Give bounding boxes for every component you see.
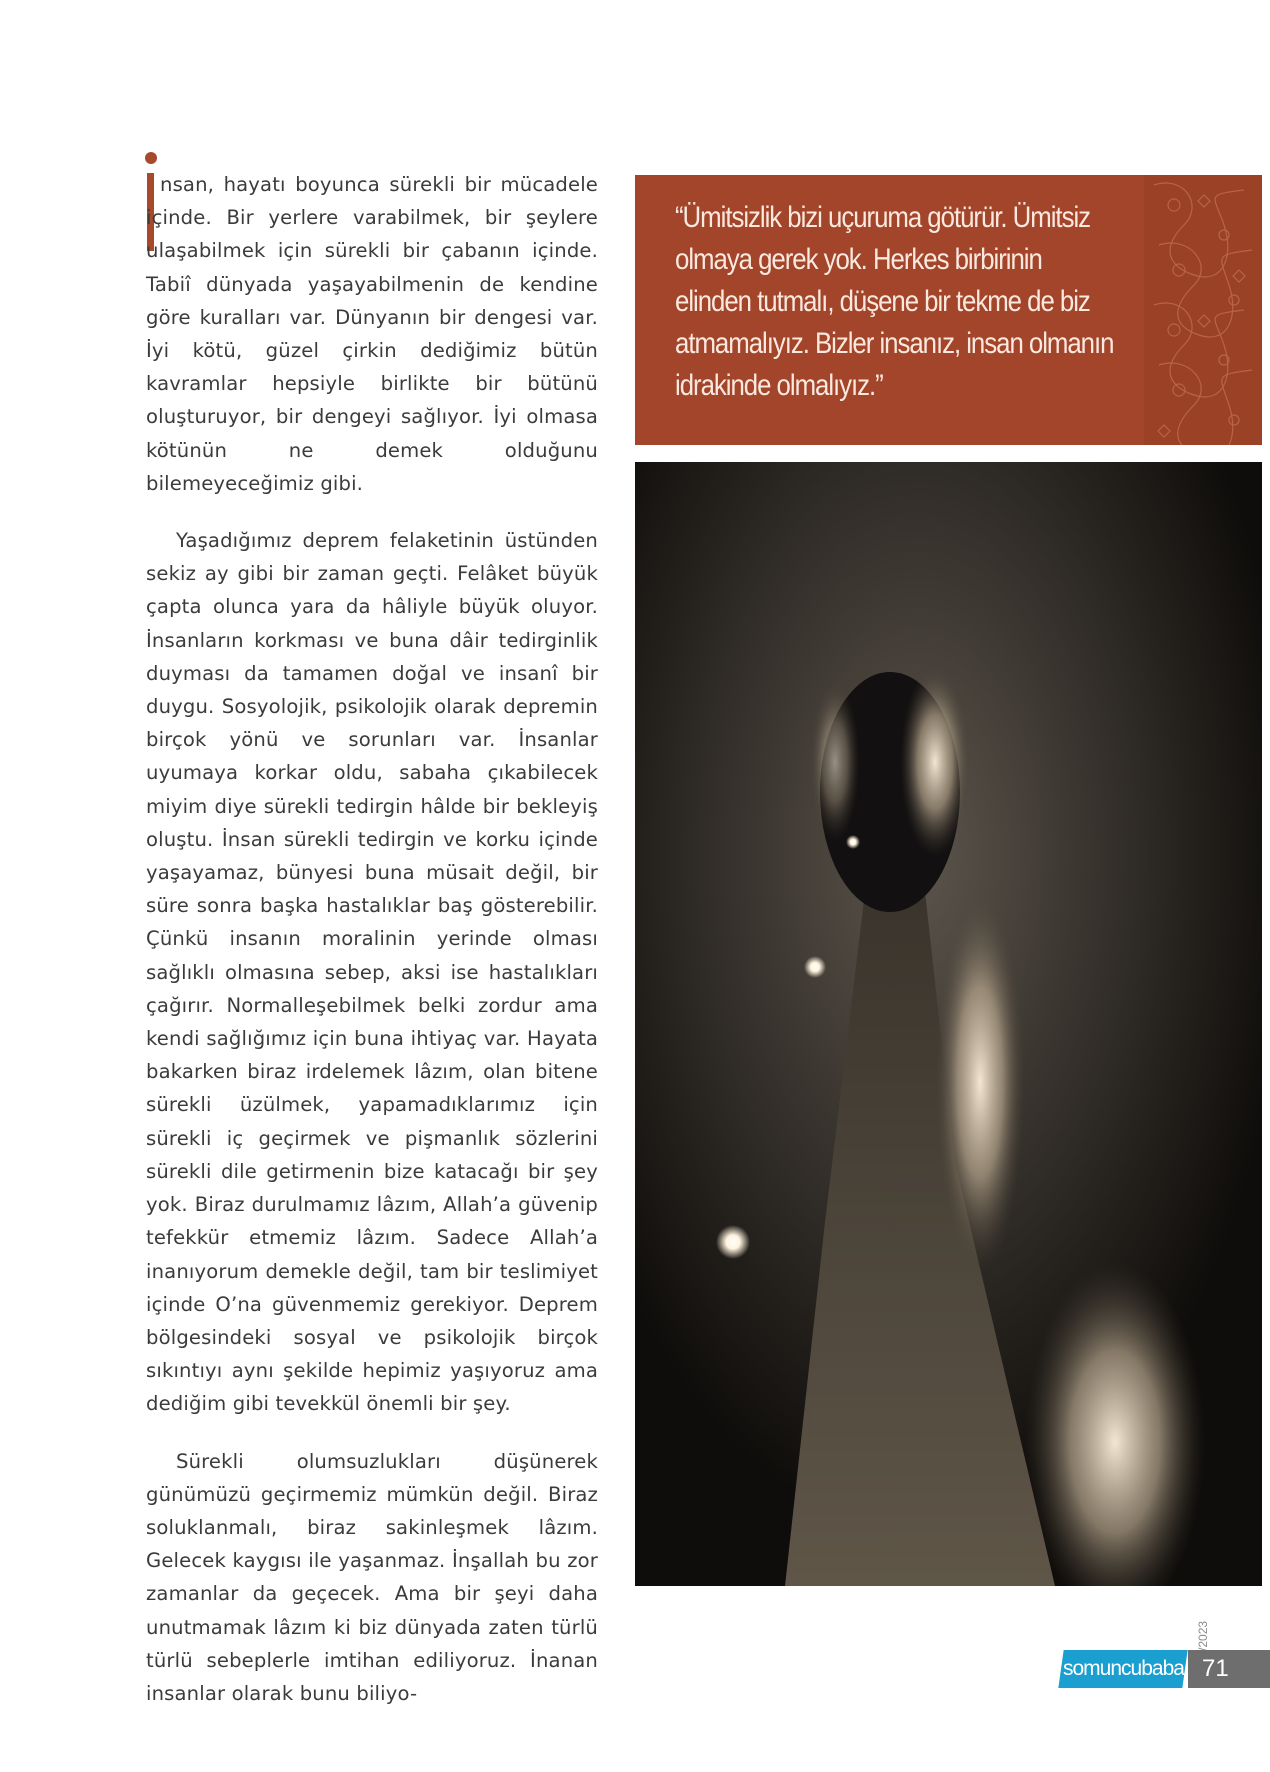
wall-light-right-mid: [935, 892, 1025, 1272]
lamp-icon: [846, 835, 860, 849]
wall-light-right-far: [900, 667, 970, 857]
ornament-pattern-icon: [1144, 175, 1262, 445]
paragraph-1: nsan, hayatı boyunca sürekli bir mücadele içinde. Bir yerlere varabilmek, bir şeylere ulaşabilmek için sürekli bir çabanın içinde. Tabiî dünyada yaşayabilmenin de kendine göre kuralları var. Dünyanın bir dengesi var. İyi kötü, güzel çirkin dediğimiz bütün kavramlar hepsiyle birlikte bir bütünü oluşturuyor, bir dengeyi sağlıyor. İyi olmasa kötünün ne demek olduğunu bilemeyeceğimiz gibi.: [146, 173, 598, 495]
paragraph-2: Yaşadığımız deprem felaketinin üstünden sekiz ay gibi bir zaman geçti. Felâket büyük çapta olunca yara da hâliyle büyük oluyor. İnsanların korkması ve buna dâir tedirginlik duyması da tamamen doğal ve insanî bir duygu. Sosyolojik, psikolojik olarak depremin birçok yönü ve sorunları var. İnsanlar uyumaya korkar oldu, sabaha çıkabilecek miyim diye sürekli tedirgin hâlde bir bekleyiş oluştu. İnsan sürekli tedirgin ve korku içinde yaşayamaz, bünyesi buna müsait değil, bir süre sonra başka hastalıklar baş gösterebilir. Çünkü insanın moralinin yerinde olması sağlıklı olmasına sebep, aksi ise hastalıkları çağırır. Normalleşebilmek belki zordur ama kendi sağlığımız için buna ihtiyaç var. Hayata bakarken biraz irdelemek lâzım, olan bitene sürekli üzülmek, yapamadıklarımız için sürekli iç geçirmek ve pişmanlık sözlerini sürekli dile getirmenin bize katacağı bir şey yok. Biraz durulmamız lâzım, Allah’a güvenip tefekkür etmemiz lâzım. Sadece Allah’a inanıyorum demekle değil, tam bir teslimiyet içinde O’na güvenmemiz gerekiyor. Deprem bölgesindeki sosyal ve psikolojik birçok sıkıntıyı aynı şekilde hepimiz yaşıyoruz ama dediğim gibi tevekkül önemli bir şey.: [146, 529, 598, 1416]
quote-line: atmamalıyız. Bizler insanız, insan olmanın: [675, 327, 1114, 360]
magazine-brand: somuncubaba: [1058, 1650, 1187, 1688]
quote-line: olmaya gerek yok. Herkes birbirinin: [675, 243, 1042, 276]
quote-line: “Ümitsizlik bizi uçuruma götürür. Ümitsiz: [675, 201, 1091, 234]
article-body: [146, 168, 598, 1710]
pull-quote-text: [675, 197, 1122, 407]
dropcap-dot: [145, 152, 157, 164]
paragraph-3: Sürekli olumsuzlukları düşünerek günümüzü geçirmemiz mümkün değil. Biraz soluklanmalı, biraz sakinleşmek lâzım. Gelecek kaygısı ile yaşanmaz. İnşallah bu zor zamanlar da geçecek. Ama bir şeyi daha unutmamak lâzım ki biz dünyada zaten türlü türlü sebeplerle imtihan ediliyoruz. İnanan insanlar olarak bunu biliyo-: [146, 1449, 598, 1705]
lamp-icon: [804, 956, 826, 978]
page-number: 71: [1188, 1650, 1270, 1688]
quote-line: elinden tutmalı, düşene bir tekme de biz: [675, 285, 1090, 318]
lamp-icon: [716, 1225, 750, 1259]
pull-quote-box: [635, 175, 1262, 445]
quote-line: idrakinde olmalıyız.”: [675, 369, 883, 402]
wall-light-left: [810, 682, 860, 842]
tunnel-photo: [635, 462, 1262, 1586]
